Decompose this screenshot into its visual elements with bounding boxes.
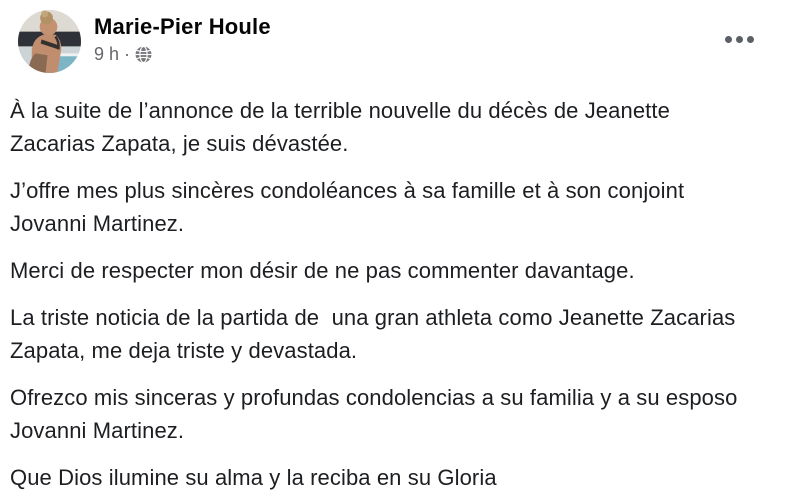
ellipsis-icon: [725, 36, 732, 43]
post-body: [0, 73, 800, 494]
post-options-button[interactable]: [723, 26, 756, 53]
post-header: [0, 0, 800, 73]
post-paragraph: Merci de respecter mon désir de ne pas commenter davantage.: [10, 258, 635, 283]
ellipsis-icon: [747, 36, 754, 43]
globe-public-icon: [135, 46, 152, 63]
header-text-block: [94, 10, 723, 65]
post-paragraph: Que Dios ilumine su alma y la reciba en su Gloria: [10, 465, 497, 490]
ellipsis-icon: [736, 36, 743, 43]
timestamp[interactable]: 9 h: [94, 44, 120, 64]
post-paragraph: À la suite de l’annonce de la terrible nouvelle du décès de Jeanette Zacarias Zapata, je suis dévastée.: [10, 98, 677, 156]
post-paragraph: J’offre mes plus sincères condoléances à sa famille et à son conjoint Jovanni Martinez.: [10, 178, 691, 236]
meta-separator: ·: [124, 44, 131, 64]
post-paragraph: Ofrezco mis sinceras y profundas condolencias a su familia y a su esposo Jovanni Martinez.: [10, 385, 744, 443]
post-paragraph: La triste noticia de la partida de una gran athleta como Jeanette Zacarias Zapata, me deja triste y devastada.: [10, 305, 742, 363]
author-name[interactable]: Marie-Pier Houle: [94, 14, 271, 39]
profile-avatar[interactable]: [18, 10, 81, 73]
post-meta: [94, 43, 723, 65]
avatar-image: [18, 10, 81, 73]
